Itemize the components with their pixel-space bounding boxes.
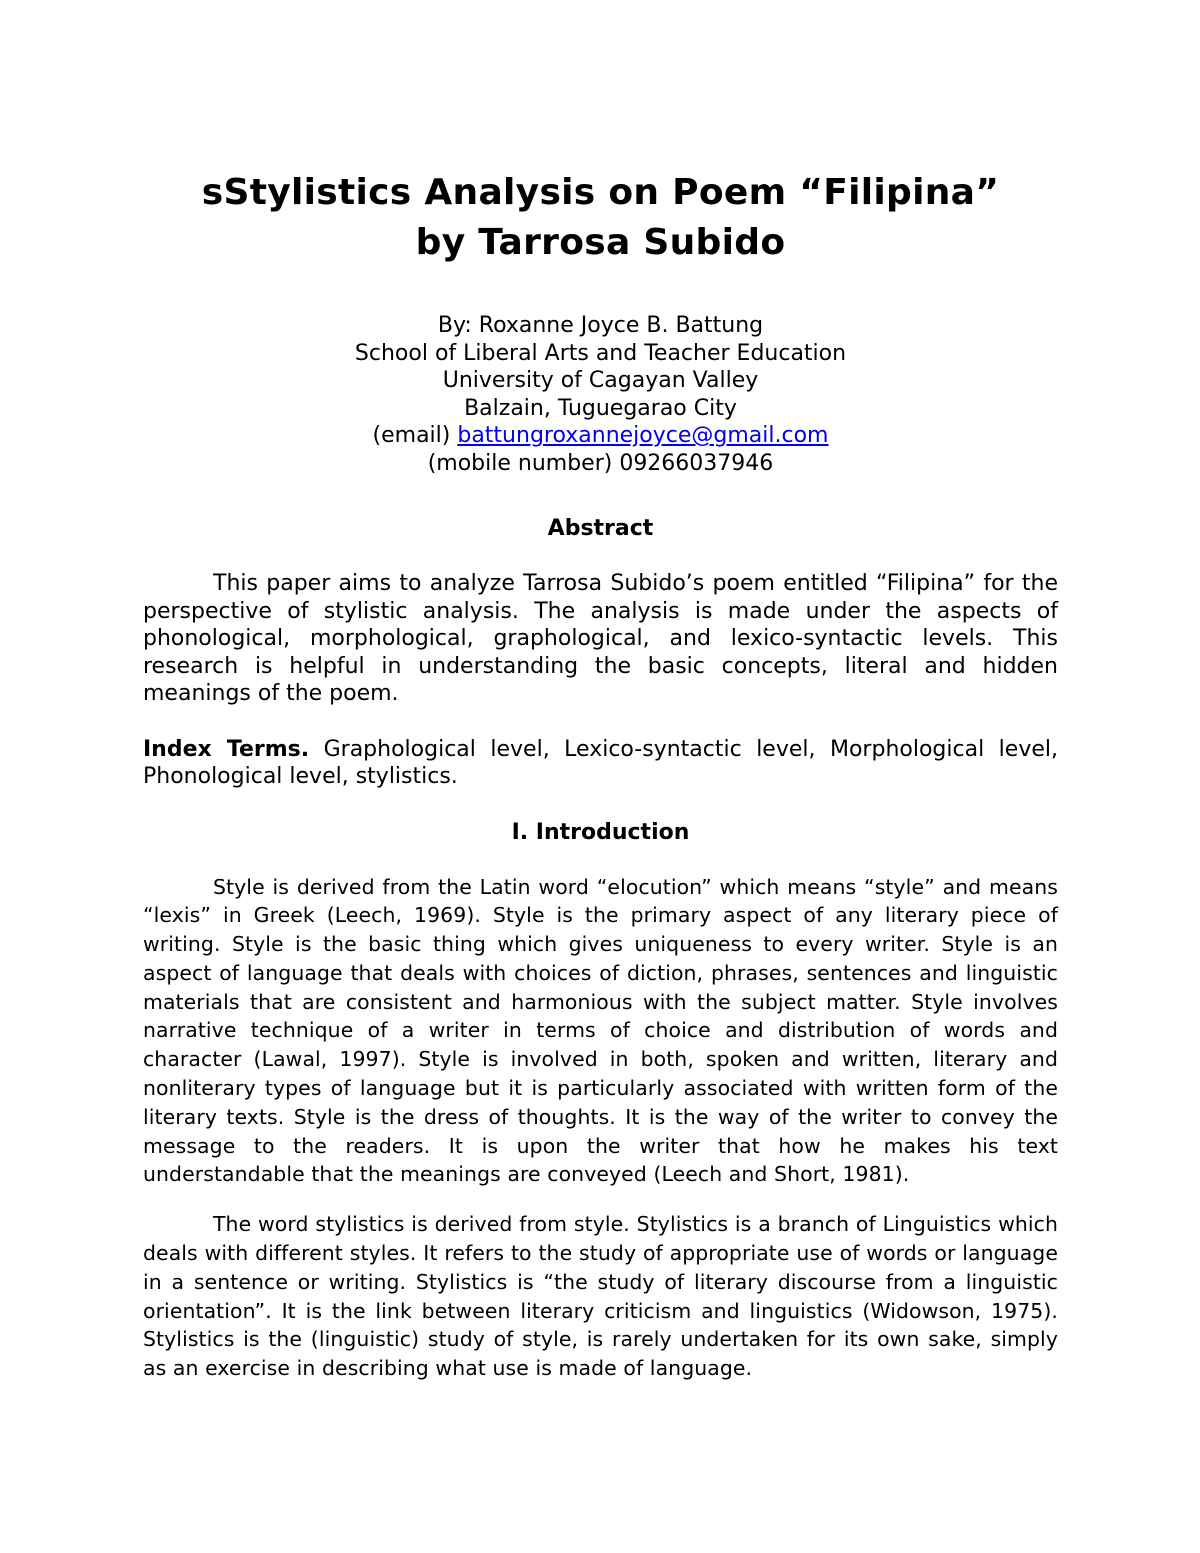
author-block bbox=[143, 312, 1058, 477]
author-mobile: (mobile number) 09266037946 bbox=[427, 450, 774, 476]
index-terms-text: Graphological level, Lexico-syntactic level, Morphological level, Phonological level, stylistics. bbox=[143, 736, 1058, 789]
paper-title bbox=[143, 168, 1058, 268]
author-location: Balzain, Tuguegarao City bbox=[464, 395, 737, 421]
introduction-heading: I. Introduction bbox=[511, 819, 690, 845]
abstract-heading: Abstract bbox=[547, 516, 654, 541]
index-terms bbox=[143, 736, 1058, 791]
title-line-2: by Tarrosa Subido bbox=[415, 222, 786, 263]
author-university: University of Cagayan Valley bbox=[442, 368, 759, 393]
abstract-body: This paper aims to analyze Tarrosa Subido’s poem entitled “Filipina” for the perspective of stylistic analysis. The analysis is made under the aspects of phonological, morphological, graphological, and lexico-syntactic levels. This research is helpful in understanding the basic concepts, literal and hidden meanings of the poem. bbox=[143, 571, 1058, 706]
author-byline: By: Roxanne Joyce B. Battung bbox=[437, 313, 764, 338]
title-line-1: sStylistics Analysis on Poem “Filipina” bbox=[201, 172, 1000, 213]
email-label: (email) bbox=[372, 423, 451, 448]
email-link[interactable]: battungroxannejoyce@gmail.com bbox=[457, 423, 829, 448]
author-email-line bbox=[143, 422, 1058, 450]
introduction-paragraph-2: The word stylistics is derived from style. Stylistics is a branch of Linguistics which deals with different styles. It refers to the study of appropriate use of words or language in a sentence or writing. Stylistics is “the study of literary discourse from a linguistic orientation”. It is the link between literary criticism and linguistics (Widowson, 1975). Stylistics is the (linguistic) study of style, is rarely undertaken for its own sake, simply as an exercise in describing what use is made of language. bbox=[143, 1212, 1058, 1381]
author-school: School of Liberal Arts and Teacher Education bbox=[354, 340, 847, 366]
paper-page bbox=[143, 168, 1058, 1383]
introduction-paragraph-1: Style is derived from the Latin word “elocution” which means “style” and means “lexis” in Greek (Leech, 1969). Style is the primary aspect of any literary piece of writing. Style is the basic thing which gives uniqueness to every writer. Style is an aspect of language that deals with choices of diction, phrases, sentences and linguistic materials that are consistent and harmonious with the subject matter. Style involves narrative technique of a writer in terms of choice and distribution of words and character (Lawal, 1997). Style is involved in both, spoken and written, literary and nonliterary types of language but it is particularly associated with written form of the literary texts. Style is the dress of thoughts. It is the way of the writer to convey the message to the readers. It is upon the writer that how he makes his text understandable that the meanings are conveyed (Leech and Short, 1981). bbox=[143, 874, 1058, 1187]
index-terms-label: Index Terms. bbox=[143, 736, 310, 762]
